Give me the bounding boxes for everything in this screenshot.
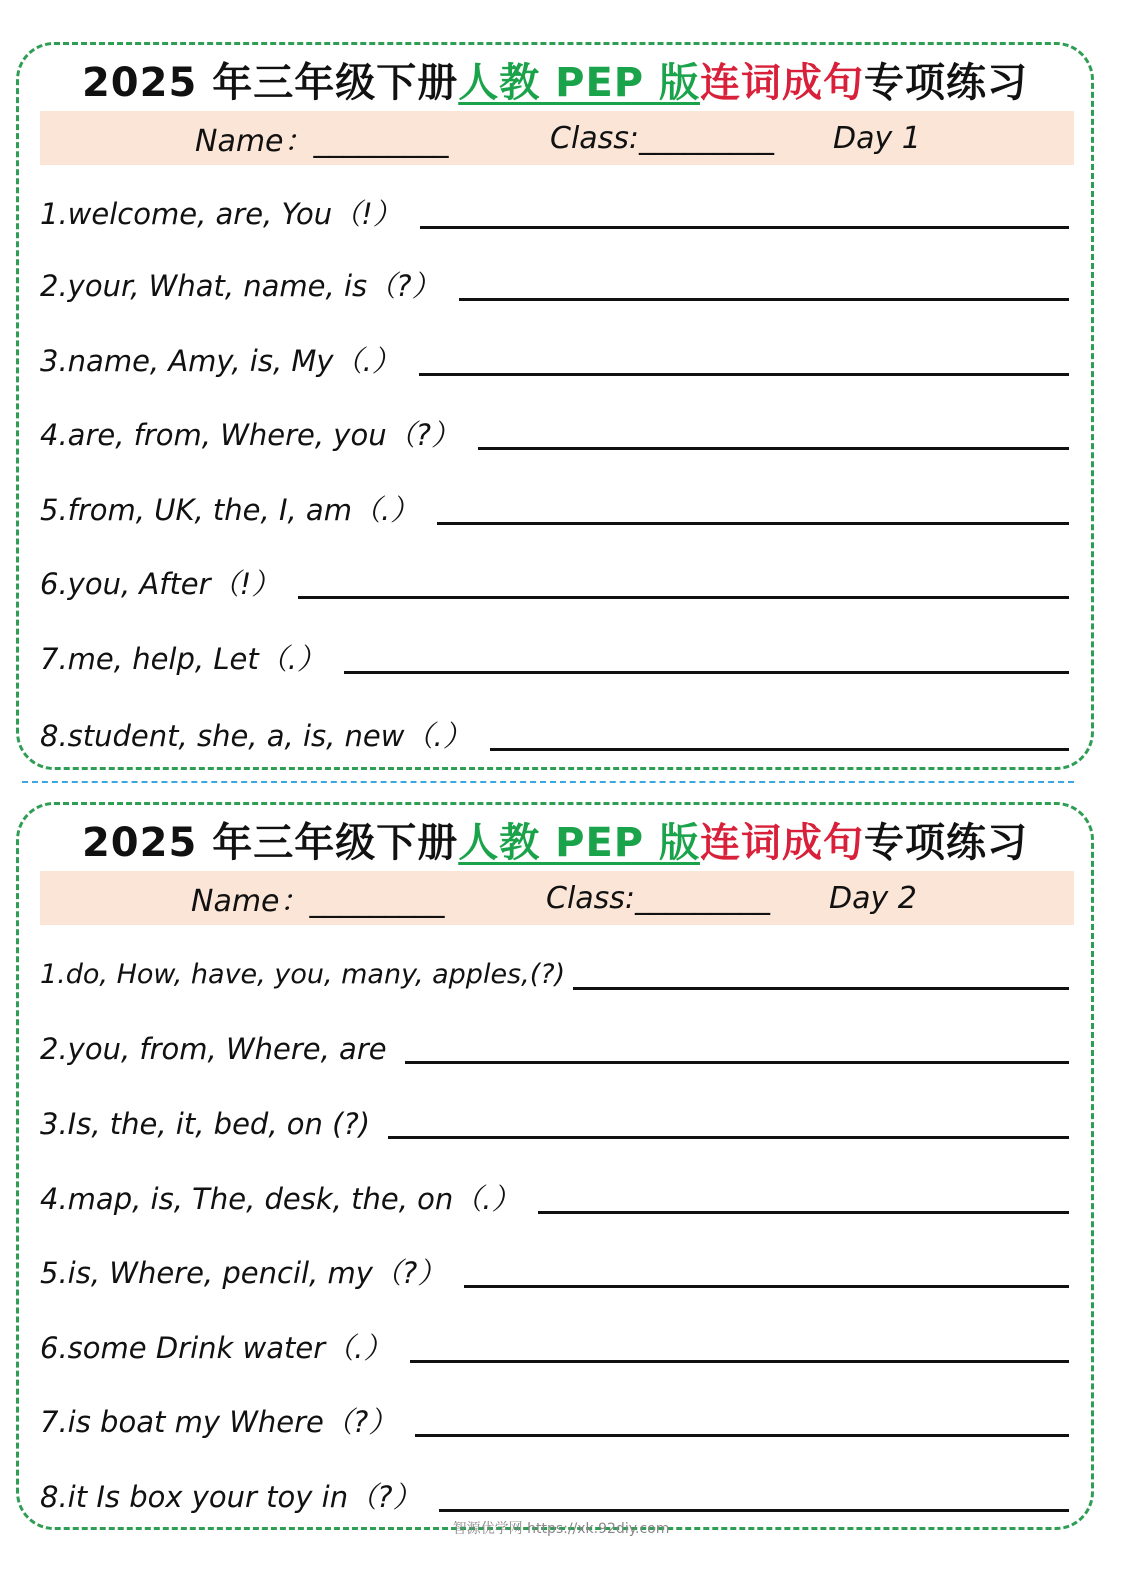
- name-field[interactable]: Name：_________: [195, 124, 449, 159]
- answer-line[interactable]: [538, 1211, 1069, 1214]
- name-field[interactable]: Name：_________: [191, 884, 445, 919]
- question-row: [40, 942, 1069, 992]
- question-prompt: 8.it Is box your toy in（?）: [40, 1480, 422, 1514]
- day-label: Day 1: [833, 120, 921, 156]
- question-row: [40, 1240, 1069, 1290]
- worksheet-day-1: [16, 42, 1094, 770]
- question-row: [40, 1166, 1069, 1216]
- answer-line[interactable]: [419, 373, 1069, 376]
- answer-line[interactable]: [478, 447, 1069, 450]
- answer-line[interactable]: [298, 596, 1069, 599]
- worksheet-title: [55, 51, 1055, 108]
- answer-line[interactable]: [420, 226, 1069, 229]
- title-edition: 人教 PEP 版: [458, 60, 701, 106]
- question-prompt: 3.Is, the, it, bed, on (?): [40, 1107, 371, 1141]
- title-suffix: 专项练习: [864, 820, 1029, 866]
- answer-line[interactable]: [439, 1509, 1069, 1512]
- answer-line[interactable]: [415, 1434, 1069, 1437]
- question-row: [40, 626, 1069, 676]
- answer-line[interactable]: [490, 748, 1069, 751]
- answer-line[interactable]: [464, 1285, 1069, 1288]
- answer-line[interactable]: [410, 1360, 1069, 1363]
- question-prompt: 5.is, Where, pencil, my（?）: [40, 1256, 447, 1290]
- title-grade: 2025 年三年级下册: [81, 60, 459, 106]
- question-row: [40, 402, 1069, 452]
- answer-line[interactable]: [573, 987, 1069, 990]
- question-prompt: 4.are, from, Where, you（?）: [40, 418, 460, 452]
- question-row: [40, 1091, 1069, 1141]
- class-field[interactable]: Class:_________: [550, 120, 775, 156]
- question-prompt: 2.you, from, Where, are: [40, 1032, 387, 1066]
- question-prompt: 7.me, help, Let（.）: [40, 642, 326, 676]
- cut-line-divider: [22, 781, 1074, 783]
- question-row: [40, 328, 1069, 378]
- question-prompt: 7.is boat my Where（?）: [40, 1405, 398, 1439]
- footer-watermark: 智源优学网 https://xk.92diy.com: [452, 1521, 670, 1537]
- question-row: [40, 181, 1069, 231]
- question-prompt: 8.student, she, a, is, new（.）: [40, 719, 472, 753]
- worksheet-title: [55, 811, 1055, 868]
- student-info-band: [40, 871, 1074, 925]
- answer-line[interactable]: [344, 671, 1069, 674]
- title-suffix: 专项练习: [864, 60, 1029, 106]
- question-prompt: 4.map, is, The, desk, the, on（.）: [40, 1182, 521, 1216]
- title-grade: 2025 年三年级下册: [81, 820, 459, 866]
- question-row: [40, 1464, 1069, 1514]
- question-row: [40, 477, 1069, 527]
- question-prompt: 1.do, How, have, you, many, apples,(?): [40, 959, 566, 990]
- question-row: [40, 551, 1069, 601]
- question-prompt: 2.your, What, name, is（?）: [40, 269, 441, 303]
- question-prompt: 6.some Drink water（.）: [40, 1331, 393, 1365]
- question-prompt: 5.from, UK, the, I, am（.）: [40, 493, 420, 527]
- question-row: [40, 1315, 1069, 1365]
- class-field[interactable]: Class:_________: [546, 880, 771, 916]
- answer-line[interactable]: [459, 298, 1069, 301]
- question-prompt: 6.you, After（!）: [40, 567, 281, 601]
- question-row: [40, 1016, 1069, 1066]
- student-info-band: [40, 111, 1074, 165]
- title-edition: 人教 PEP 版: [458, 820, 701, 866]
- worksheet-day-2: [16, 802, 1094, 1530]
- answer-line[interactable]: [388, 1136, 1069, 1139]
- answer-line[interactable]: [405, 1061, 1069, 1064]
- question-row: [40, 703, 1069, 753]
- title-topic: 连词成句: [700, 820, 865, 866]
- question-prompt: 1.welcome, are, You（!）: [40, 197, 402, 231]
- question-row: [40, 1389, 1069, 1439]
- day-label: Day 2: [829, 880, 917, 916]
- answer-line[interactable]: [437, 522, 1069, 525]
- title-topic: 连词成句: [700, 60, 865, 106]
- question-prompt: 3.name, Amy, is, My（.）: [40, 344, 401, 378]
- question-row: [40, 253, 1069, 303]
